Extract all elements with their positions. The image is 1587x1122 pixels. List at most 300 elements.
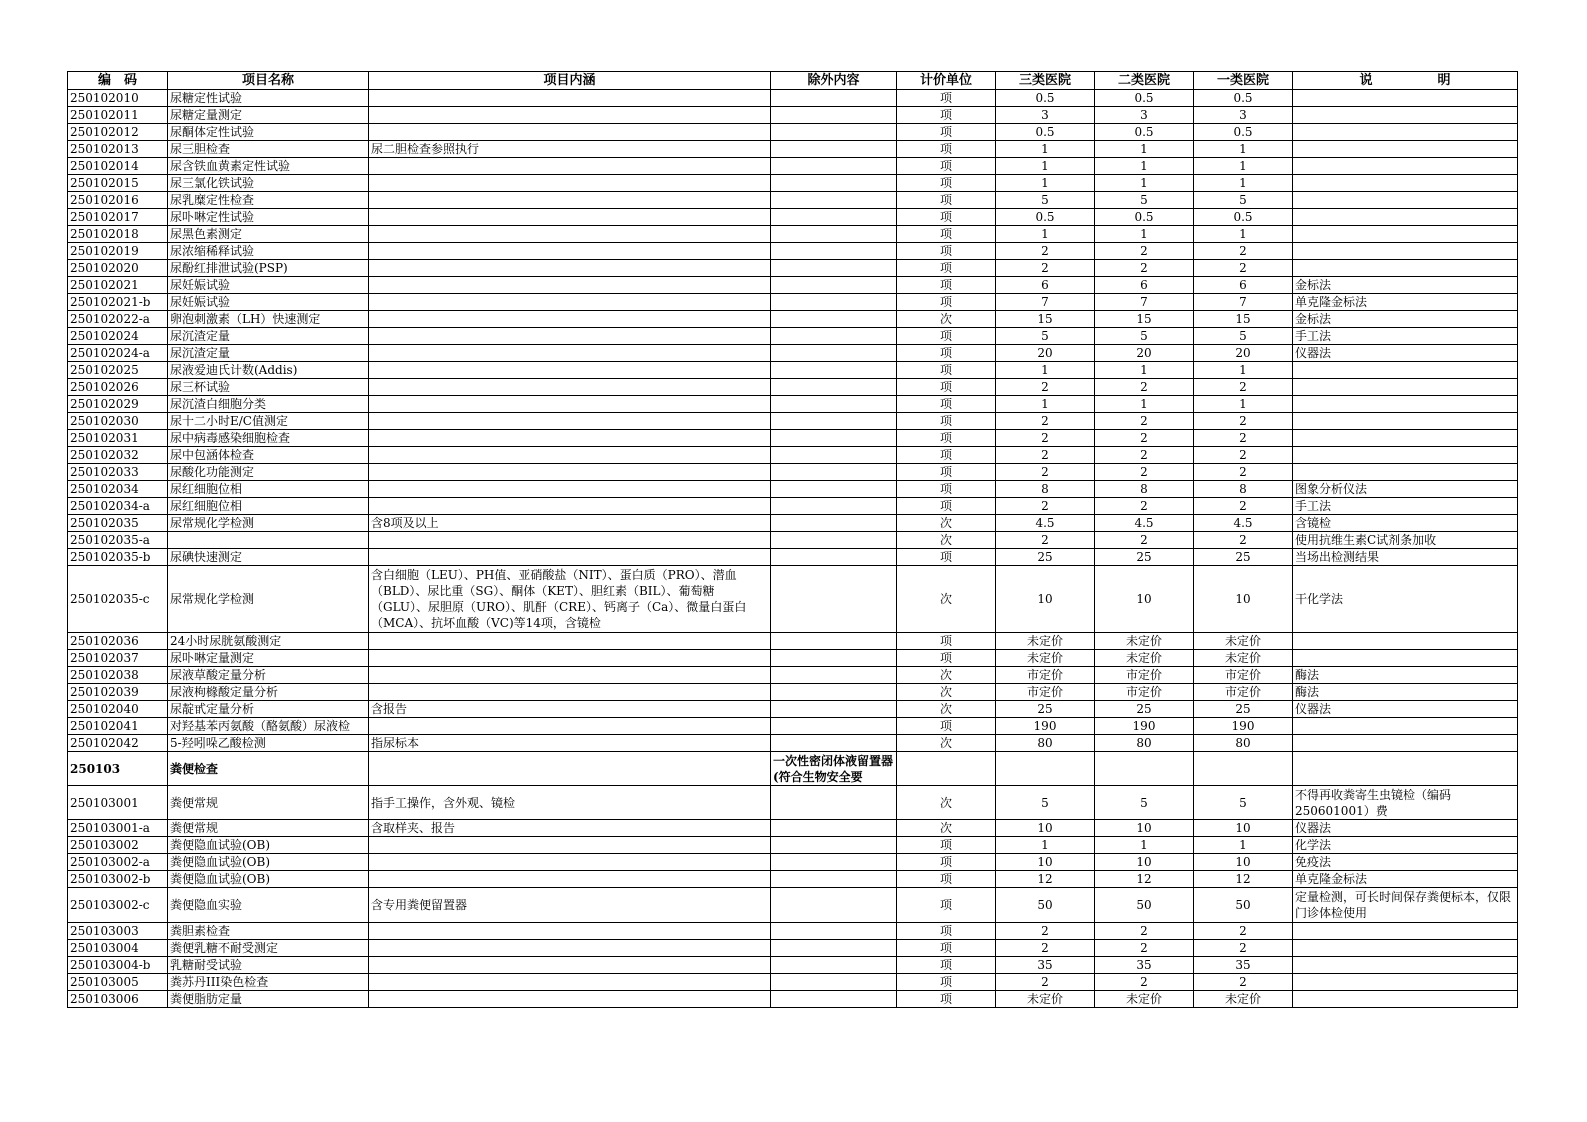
cell-unit: 项 — [897, 90, 996, 107]
cell-class3-price: 2 — [996, 447, 1095, 464]
cell-exclusions — [771, 991, 897, 1008]
cell-unit: 项 — [897, 396, 996, 413]
cell-class2-price: 未定价 — [1095, 633, 1194, 650]
cell-notes: 酶法 — [1293, 684, 1518, 701]
table-row — [68, 243, 1518, 260]
cell-class2-price: 市定价 — [1095, 684, 1194, 701]
cell-class1-price: 未定价 — [1194, 650, 1293, 667]
table-row — [68, 413, 1518, 430]
cell-notes — [1293, 260, 1518, 277]
cell-exclusions — [771, 888, 897, 923]
cell-code: 250102015 — [68, 175, 168, 192]
cell-code: 250102038 — [68, 667, 168, 684]
cell-unit: 项 — [897, 141, 996, 158]
cell-class1-price: 未定价 — [1194, 633, 1293, 650]
cell-unit: 项 — [897, 888, 996, 923]
cell-class3-price: 5 — [996, 786, 1095, 820]
cell-class1-price — [1194, 752, 1293, 786]
cell-class2-price: 1 — [1095, 175, 1194, 192]
cell-item-content — [369, 837, 771, 854]
cell-notes: 酶法 — [1293, 667, 1518, 684]
cell-class2-price: 未定价 — [1095, 991, 1194, 1008]
cell-class1-price: 8 — [1194, 481, 1293, 498]
cell-class2-price: 10 — [1095, 566, 1194, 633]
cell-code: 250102041 — [68, 718, 168, 735]
cell-code: 250102042 — [68, 735, 168, 752]
cell-class3-price: 2 — [996, 464, 1095, 481]
cell-item-name: 24小时尿胱氨酸测定 — [168, 633, 369, 650]
cell-class2-price: 7 — [1095, 294, 1194, 311]
cell-class2-price: 15 — [1095, 311, 1194, 328]
cell-exclusions — [771, 701, 897, 718]
cell-code: 250102033 — [68, 464, 168, 481]
cell-class2-price: 市定价 — [1095, 667, 1194, 684]
cell-class3-price: 2 — [996, 532, 1095, 549]
cell-exclusions — [771, 277, 897, 294]
cell-code: 250102024-a — [68, 345, 168, 362]
cell-exclusions — [771, 396, 897, 413]
cell-class2-price: 2 — [1095, 413, 1194, 430]
cell-item-content — [369, 413, 771, 430]
table-row — [68, 260, 1518, 277]
cell-class1-price: 3 — [1194, 107, 1293, 124]
cell-item-content — [369, 498, 771, 515]
cell-unit: 项 — [897, 633, 996, 650]
cell-code: 250102011 — [68, 107, 168, 124]
table-row — [68, 192, 1518, 209]
cell-class2-price: 3 — [1095, 107, 1194, 124]
cell-class3-price: 未定价 — [996, 650, 1095, 667]
table-row — [68, 923, 1518, 940]
header-exclusions: 除外内容 — [771, 72, 897, 90]
cell-item-content — [369, 532, 771, 549]
cell-item-name: 尿液枸橼酸定量分析 — [168, 684, 369, 701]
cell-class3-price: 未定价 — [996, 633, 1095, 650]
table-row — [68, 532, 1518, 549]
cell-exclusions — [771, 532, 897, 549]
cell-notes — [1293, 633, 1518, 650]
cell-class3-price: 50 — [996, 888, 1095, 923]
cell-item-content — [369, 871, 771, 888]
cell-exclusions — [771, 735, 897, 752]
cell-code: 250102018 — [68, 226, 168, 243]
cell-class3-price: 25 — [996, 549, 1095, 566]
cell-item-name: 卵泡刺激素（LH）快速测定 — [168, 311, 369, 328]
cell-class1-price: 未定价 — [1194, 991, 1293, 1008]
cell-exclusions — [771, 837, 897, 854]
cell-class1-price: 10 — [1194, 820, 1293, 837]
cell-class2-price: 80 — [1095, 735, 1194, 752]
cell-item-content — [369, 311, 771, 328]
cell-unit: 项 — [897, 974, 996, 991]
cell-class3-price: 6 — [996, 277, 1095, 294]
header-class2-hospital: 二类医院 — [1095, 72, 1194, 90]
cell-code: 250102019 — [68, 243, 168, 260]
cell-code: 250102025 — [68, 362, 168, 379]
cell-item-name — [168, 532, 369, 549]
cell-exclusions — [771, 362, 897, 379]
cell-notes — [1293, 396, 1518, 413]
cell-code: 250103005 — [68, 974, 168, 991]
cell-exclusions — [771, 957, 897, 974]
cell-class2-price: 2 — [1095, 923, 1194, 940]
cell-notes: 使用抗维生素C试剂条加收 — [1293, 532, 1518, 549]
price-table-sheet — [67, 71, 1517, 1008]
cell-notes — [1293, 718, 1518, 735]
cell-class2-price: 6 — [1095, 277, 1194, 294]
cell-exclusions — [771, 786, 897, 820]
cell-code: 250102039 — [68, 684, 168, 701]
cell-item-name: 尿妊娠试验 — [168, 277, 369, 294]
cell-exclusions — [771, 209, 897, 226]
cell-notes — [1293, 464, 1518, 481]
cell-class2-price: 1 — [1095, 396, 1194, 413]
cell-code: 250102013 — [68, 141, 168, 158]
cell-class2-price: 25 — [1095, 701, 1194, 718]
cell-unit: 项 — [897, 549, 996, 566]
cell-item-name: 尿浓缩稀释试验 — [168, 243, 369, 260]
cell-exclusions — [771, 820, 897, 837]
table-row — [68, 379, 1518, 396]
cell-class3-price: 5 — [996, 192, 1095, 209]
table-row — [68, 277, 1518, 294]
cell-item-name: 对羟基苯丙氨酸（酪氨酸）尿液检 — [168, 718, 369, 735]
cell-item-content — [369, 362, 771, 379]
cell-class1-price: 15 — [1194, 311, 1293, 328]
cell-item-name: 尿卟啉定性试验 — [168, 209, 369, 226]
cell-exclusions — [771, 311, 897, 328]
cell-item-content — [369, 447, 771, 464]
cell-class1-price: 2 — [1194, 430, 1293, 447]
cell-notes — [1293, 940, 1518, 957]
cell-code: 250102022-a — [68, 311, 168, 328]
cell-code: 250102030 — [68, 413, 168, 430]
cell-class3-price: 7 — [996, 294, 1095, 311]
cell-exclusions — [771, 854, 897, 871]
cell-item-name: 尿碘快速测定 — [168, 549, 369, 566]
cell-class3-price — [996, 752, 1095, 786]
cell-unit: 项 — [897, 991, 996, 1008]
cell-code: 250102034 — [68, 481, 168, 498]
cell-item-name: 尿含铁血黄素定性试验 — [168, 158, 369, 175]
cell-class3-price: 2 — [996, 430, 1095, 447]
cell-exclusions — [771, 158, 897, 175]
cell-class1-price: 10 — [1194, 566, 1293, 633]
cell-item-content — [369, 90, 771, 107]
cell-unit: 次 — [897, 684, 996, 701]
cell-code: 250102012 — [68, 124, 168, 141]
cell-class2-price: 2 — [1095, 464, 1194, 481]
cell-item-content — [369, 974, 771, 991]
cell-class2-price: 1 — [1095, 158, 1194, 175]
cell-code: 250102040 — [68, 701, 168, 718]
cell-item-content: 指尿标本 — [369, 735, 771, 752]
cell-class3-price: 2 — [996, 260, 1095, 277]
cell-class2-price: 1 — [1095, 837, 1194, 854]
table-row — [68, 294, 1518, 311]
cell-class3-price: 20 — [996, 345, 1095, 362]
cell-class1-price: 1 — [1194, 158, 1293, 175]
table-row — [68, 786, 1518, 820]
cell-exclusions — [771, 684, 897, 701]
table-row — [68, 854, 1518, 871]
cell-exclusions — [771, 566, 897, 633]
cell-unit: 项 — [897, 277, 996, 294]
cell-item-content — [369, 957, 771, 974]
cell-exclusions — [771, 481, 897, 498]
table-row — [68, 871, 1518, 888]
table-row — [68, 396, 1518, 413]
cell-item-content — [369, 650, 771, 667]
cell-unit: 项 — [897, 362, 996, 379]
cell-class1-price: 1 — [1194, 226, 1293, 243]
header-item-content: 项目内涵 — [369, 72, 771, 90]
cell-class3-price: 5 — [996, 328, 1095, 345]
cell-class1-price: 2 — [1194, 923, 1293, 940]
table-row — [68, 226, 1518, 243]
cell-unit: 项 — [897, 481, 996, 498]
cell-code: 250102024 — [68, 328, 168, 345]
cell-notes: 仪器法 — [1293, 345, 1518, 362]
cell-item-name: 尿糖定量测定 — [168, 107, 369, 124]
cell-exclusions — [771, 107, 897, 124]
cell-notes: 手工法 — [1293, 328, 1518, 345]
cell-class1-price: 7 — [1194, 294, 1293, 311]
cell-code: 250103002 — [68, 837, 168, 854]
cell-exclusions — [771, 447, 897, 464]
cell-unit: 次 — [897, 701, 996, 718]
cell-item-name: 尿酮体定性试验 — [168, 124, 369, 141]
cell-code: 250102036 — [68, 633, 168, 650]
cell-class1-price: 2 — [1194, 243, 1293, 260]
cell-notes: 不得再收粪寄生虫镜检（编码250601001）费 — [1293, 786, 1518, 820]
table-row — [68, 430, 1518, 447]
cell-notes: 图象分析仪法 — [1293, 481, 1518, 498]
cell-class1-price: 0.5 — [1194, 90, 1293, 107]
cell-exclusions — [771, 260, 897, 277]
cell-item-name: 尿卟啉定量测定 — [168, 650, 369, 667]
cell-notes — [1293, 447, 1518, 464]
cell-class3-price: 0.5 — [996, 124, 1095, 141]
cell-code: 250102035-b — [68, 549, 168, 566]
cell-notes: 含镜检 — [1293, 515, 1518, 532]
cell-class3-price: 10 — [996, 854, 1095, 871]
table-row — [68, 311, 1518, 328]
cell-class3-price: 4.5 — [996, 515, 1095, 532]
cell-unit: 次 — [897, 820, 996, 837]
cell-code: 250103006 — [68, 991, 168, 1008]
cell-item-name: 尿沉渣白细胞分类 — [168, 396, 369, 413]
table-row — [68, 701, 1518, 718]
table-row — [68, 158, 1518, 175]
cell-code: 250102021 — [68, 277, 168, 294]
cell-class1-price: 2 — [1194, 447, 1293, 464]
cell-class1-price: 0.5 — [1194, 124, 1293, 141]
cell-class1-price: 25 — [1194, 549, 1293, 566]
cell-unit: 项 — [897, 650, 996, 667]
cell-exclusions — [771, 192, 897, 209]
cell-item-name: 粪便脂肪定量 — [168, 991, 369, 1008]
cell-exclusions — [771, 940, 897, 957]
cell-code: 250102035 — [68, 515, 168, 532]
cell-notes: 免疫法 — [1293, 854, 1518, 871]
table-row — [68, 752, 1518, 786]
cell-class2-price: 2 — [1095, 260, 1194, 277]
cell-class2-price: 2 — [1095, 447, 1194, 464]
cell-class3-price: 2 — [996, 243, 1095, 260]
cell-code: 250102017 — [68, 209, 168, 226]
cell-unit: 次 — [897, 786, 996, 820]
cell-item-name: 粪便隐血试验(OB) — [168, 871, 369, 888]
cell-item-content — [369, 481, 771, 498]
cell-class1-price: 190 — [1194, 718, 1293, 735]
cell-class3-price: 1 — [996, 226, 1095, 243]
cell-item-content: 尿二胆检查参照执行 — [369, 141, 771, 158]
table-row — [68, 141, 1518, 158]
cell-class1-price: 5 — [1194, 328, 1293, 345]
cell-notes — [1293, 991, 1518, 1008]
table-row — [68, 718, 1518, 735]
cell-item-name: 尿乳糜定性检查 — [168, 192, 369, 209]
cell-item-name: 尿酸化功能测定 — [168, 464, 369, 481]
cell-class1-price: 1 — [1194, 396, 1293, 413]
cell-class2-price: 2 — [1095, 243, 1194, 260]
table-row — [68, 209, 1518, 226]
cell-class2-price: 2 — [1095, 430, 1194, 447]
cell-exclusions — [771, 650, 897, 667]
cell-exclusions — [771, 90, 897, 107]
table-row — [68, 515, 1518, 532]
cell-class3-price: 1 — [996, 396, 1095, 413]
cell-item-name: 尿十二小时E/C值测定 — [168, 413, 369, 430]
cell-class3-price: 1 — [996, 837, 1095, 854]
cell-item-content — [369, 175, 771, 192]
cell-notes: 化学法 — [1293, 837, 1518, 854]
cell-class2-price: 1 — [1095, 362, 1194, 379]
cell-item-content: 含白细胞（LEU）、PH值、亚硝酸盐（NIT）、蛋白质（PRO）、潜血（BLD）、尿比重（SG）、酮体（KET）、胆红素（BIL）、葡萄糖（GLU）、尿胆原（URO）、肌酐（CRE）、钙离子（Ca）、微量白蛋白（MCA）、抗坏血酸（VC)等14项，含镜检 — [369, 566, 771, 633]
cell-code: 250102032 — [68, 447, 168, 464]
cell-code: 250102020 — [68, 260, 168, 277]
cell-item-name: 尿糖定性试验 — [168, 90, 369, 107]
cell-class1-price: 2 — [1194, 260, 1293, 277]
table-row — [68, 90, 1518, 107]
cell-notes — [1293, 974, 1518, 991]
cell-class1-price: 80 — [1194, 735, 1293, 752]
cell-unit: 项 — [897, 871, 996, 888]
cell-class1-price: 市定价 — [1194, 684, 1293, 701]
cell-item-content — [369, 549, 771, 566]
cell-class1-price: 0.5 — [1194, 209, 1293, 226]
cell-notes: 当场出检测结果 — [1293, 549, 1518, 566]
price-table-body — [68, 90, 1518, 1008]
cell-item-content — [369, 260, 771, 277]
header-item-name: 项目名称 — [168, 72, 369, 90]
cell-unit: 项 — [897, 957, 996, 974]
cell-code: 250103003 — [68, 923, 168, 940]
cell-notes — [1293, 430, 1518, 447]
cell-class1-price: 1 — [1194, 362, 1293, 379]
cell-item-name: 粪便隐血实验 — [168, 888, 369, 923]
cell-class3-price: 2 — [996, 974, 1095, 991]
cell-item-content: 含取样夹、报告 — [369, 820, 771, 837]
header-notes: 说 明 — [1293, 72, 1518, 90]
cell-exclusions — [771, 379, 897, 396]
cell-item-content: 含专用粪便留置器 — [369, 888, 771, 923]
cell-unit: 项 — [897, 464, 996, 481]
cell-unit: 次 — [897, 311, 996, 328]
cell-unit: 次 — [897, 735, 996, 752]
cell-notes — [1293, 209, 1518, 226]
cell-item-content: 含报告 — [369, 701, 771, 718]
cell-notes — [1293, 141, 1518, 158]
table-row — [68, 820, 1518, 837]
cell-notes — [1293, 362, 1518, 379]
table-row — [68, 667, 1518, 684]
cell-class1-price: 1 — [1194, 837, 1293, 854]
cell-unit: 项 — [897, 923, 996, 940]
cell-notes — [1293, 413, 1518, 430]
cell-item-content — [369, 345, 771, 362]
cell-notes: 干化学法 — [1293, 566, 1518, 633]
cell-notes — [1293, 90, 1518, 107]
cell-code: 250103 — [68, 752, 168, 786]
cell-item-content — [369, 294, 771, 311]
cell-code: 250102035-c — [68, 566, 168, 633]
cell-class3-price: 8 — [996, 481, 1095, 498]
cell-item-content — [369, 667, 771, 684]
cell-class3-price: 12 — [996, 871, 1095, 888]
table-row — [68, 328, 1518, 345]
table-row — [68, 362, 1518, 379]
cell-exclusions — [771, 328, 897, 345]
cell-unit: 项 — [897, 124, 996, 141]
cell-code: 250103002-c — [68, 888, 168, 923]
cell-class2-price: 2 — [1095, 532, 1194, 549]
cell-class2-price: 0.5 — [1095, 124, 1194, 141]
cell-item-name: 乳糖耐受试验 — [168, 957, 369, 974]
cell-item-name: 5-羟吲哚乙酸检测 — [168, 735, 369, 752]
cell-class1-price: 2 — [1194, 413, 1293, 430]
cell-notes — [1293, 650, 1518, 667]
cell-unit: 项 — [897, 294, 996, 311]
cell-unit: 项 — [897, 192, 996, 209]
cell-class1-price: 4.5 — [1194, 515, 1293, 532]
cell-class1-price: 市定价 — [1194, 667, 1293, 684]
cell-item-content — [369, 209, 771, 226]
cell-class1-price: 5 — [1194, 786, 1293, 820]
cell-class1-price: 50 — [1194, 888, 1293, 923]
cell-class1-price: 12 — [1194, 871, 1293, 888]
cell-exclusions: 一次性密闭体液留置器(符合生物安全要 — [771, 752, 897, 786]
cell-item-content — [369, 226, 771, 243]
cell-unit: 项 — [897, 345, 996, 362]
cell-unit: 项 — [897, 107, 996, 124]
cell-item-name: 尿液草酸定量分析 — [168, 667, 369, 684]
cell-class1-price: 2 — [1194, 940, 1293, 957]
cell-class3-price: 10 — [996, 820, 1095, 837]
cell-unit: 项 — [897, 175, 996, 192]
cell-item-name: 尿酚红排泄试验(PSP) — [168, 260, 369, 277]
cell-item-content — [369, 752, 771, 786]
cell-notes: 金标法 — [1293, 311, 1518, 328]
cell-unit: 项 — [897, 158, 996, 175]
cell-notes — [1293, 735, 1518, 752]
cell-class2-price — [1095, 752, 1194, 786]
cell-code: 250103001 — [68, 786, 168, 820]
cell-class2-price: 190 — [1095, 718, 1194, 735]
cell-unit: 项 — [897, 447, 996, 464]
cell-item-name: 粪便隐血试验(OB) — [168, 854, 369, 871]
